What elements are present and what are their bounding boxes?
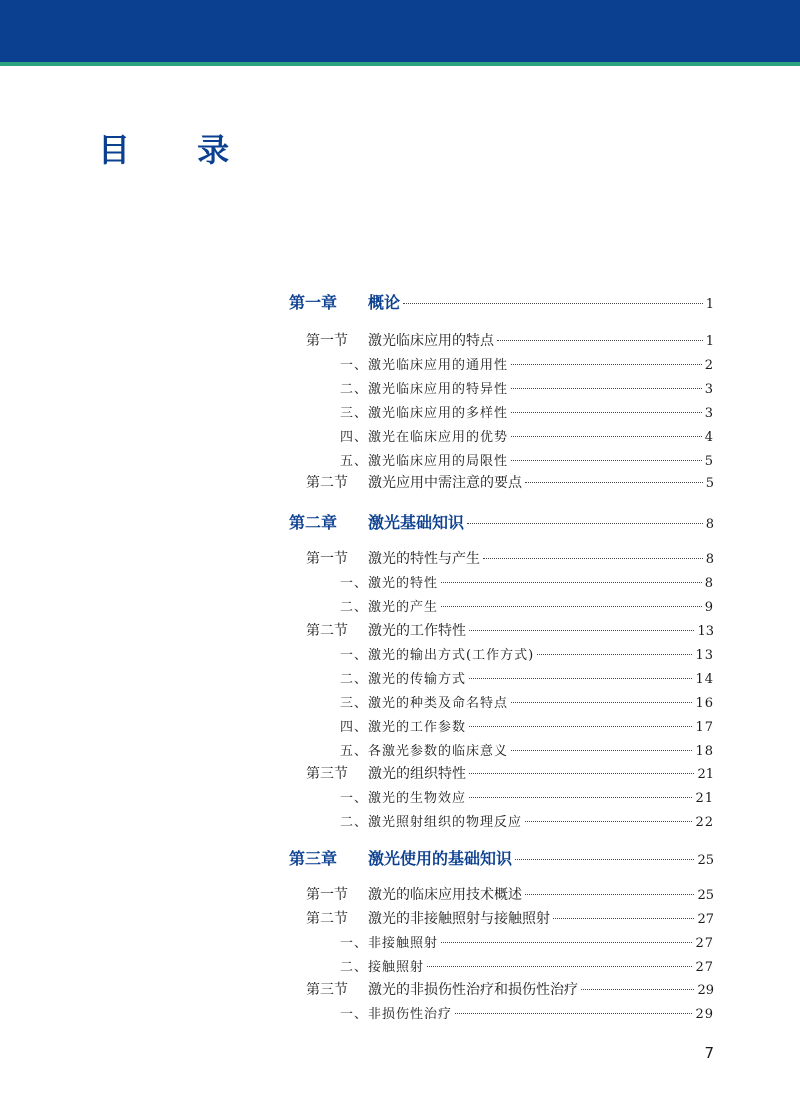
toc-title: 非损伤性治疗 xyxy=(368,1007,453,1022)
dot-leader xyxy=(553,918,694,919)
toc-number: 一、 xyxy=(340,1007,369,1022)
toc-title: 接触照射 xyxy=(368,960,425,975)
dot-leader xyxy=(537,654,692,655)
dot-leader xyxy=(511,436,702,437)
toc-number: 一、 xyxy=(340,791,369,806)
toc-title: 激光使用的基础知识 xyxy=(368,849,513,868)
page-title: 目 录 xyxy=(98,131,258,169)
toc-item[interactable] xyxy=(340,932,714,951)
dot-leader xyxy=(525,821,692,822)
toc-item[interactable] xyxy=(340,596,714,615)
toc-page: 13 xyxy=(695,648,714,663)
toc-page: 16 xyxy=(695,696,714,711)
dot-leader xyxy=(515,859,694,860)
toc-page: 14 xyxy=(695,672,714,687)
dot-leader xyxy=(525,482,703,483)
toc-page: 27 xyxy=(695,960,714,975)
toc-page: 17 xyxy=(695,720,714,735)
dot-leader xyxy=(467,523,703,524)
toc-title: 激光临床应用的多样性 xyxy=(368,406,509,421)
toc-page: 21 xyxy=(697,767,714,782)
toc-section[interactable] xyxy=(306,330,714,350)
toc-title: 激光的工作参数 xyxy=(368,720,467,735)
toc-item[interactable] xyxy=(340,354,714,373)
toc-number: 三、 xyxy=(340,406,369,421)
toc-page: 27 xyxy=(697,912,714,927)
toc-number: 第二章 xyxy=(289,513,338,532)
toc-number: 二、 xyxy=(340,815,369,830)
toc-item[interactable] xyxy=(340,426,714,445)
toc-page: 1 xyxy=(705,334,714,349)
dot-leader xyxy=(511,388,702,389)
toc-page: 5 xyxy=(704,454,714,469)
toc-section[interactable] xyxy=(306,884,714,904)
toc-page: 8 xyxy=(705,552,714,567)
toc-page: 25 xyxy=(697,888,714,903)
dot-leader xyxy=(511,460,702,461)
toc-title: 激光的组织特性 xyxy=(368,766,466,782)
toc-number: 二、 xyxy=(340,600,369,615)
toc-page: 1 xyxy=(705,297,714,312)
toc-section[interactable] xyxy=(306,979,714,999)
toc-number: 第一节 xyxy=(306,333,348,349)
toc-title: 激光临床应用的通用性 xyxy=(368,358,509,373)
toc-page: 13 xyxy=(697,624,714,639)
toc-page: 8 xyxy=(704,576,714,591)
toc-item[interactable] xyxy=(340,644,714,663)
toc-page: 27 xyxy=(695,936,714,951)
toc-number: 第二节 xyxy=(306,623,348,639)
toc-title: 激光的产生 xyxy=(368,600,439,615)
dot-leader xyxy=(511,702,692,703)
toc-number: 第三节 xyxy=(306,982,348,998)
toc-page: 4 xyxy=(704,430,714,445)
toc-page: 29 xyxy=(695,1007,714,1022)
toc-title: 激光的特性与产生 xyxy=(368,551,480,567)
toc-title: 激光的非损伤性治疗和损伤性治疗 xyxy=(368,982,578,998)
dot-leader xyxy=(469,773,694,774)
toc-page: 9 xyxy=(704,600,714,615)
dot-leader xyxy=(469,630,694,631)
toc-number: 一、 xyxy=(340,358,369,373)
toc-number: 第三章 xyxy=(289,849,338,868)
toc-title: 激光的非接触照射与接触照射 xyxy=(368,911,550,927)
dot-leader xyxy=(511,412,702,413)
toc-title: 激光的生物效应 xyxy=(368,791,467,806)
toc-number: 一、 xyxy=(340,936,369,951)
toc-chapter[interactable] xyxy=(289,846,714,869)
toc-section[interactable] xyxy=(306,620,714,640)
toc-item[interactable] xyxy=(340,692,714,711)
toc-number: 四、 xyxy=(340,430,369,445)
dot-leader xyxy=(427,966,692,967)
toc-page: 21 xyxy=(695,791,714,806)
toc-section[interactable] xyxy=(306,472,714,492)
dot-leader xyxy=(511,364,702,365)
toc-chapter[interactable] xyxy=(289,510,714,533)
toc-section[interactable] xyxy=(306,548,714,568)
dot-leader xyxy=(483,558,703,559)
dot-leader xyxy=(441,942,692,943)
page-number: 7 xyxy=(704,1044,714,1062)
toc-item[interactable] xyxy=(340,450,714,469)
toc-number: 第二节 xyxy=(306,475,348,491)
toc-number: 二、 xyxy=(340,382,369,397)
toc-page: 25 xyxy=(697,853,714,868)
dot-leader xyxy=(403,303,703,304)
toc-number: 一、 xyxy=(340,576,369,591)
toc-title: 激光基础知识 xyxy=(368,513,465,532)
toc-page: 2 xyxy=(704,358,714,373)
toc-page: 29 xyxy=(697,983,714,998)
toc-section[interactable] xyxy=(306,763,714,783)
toc-title: 各激光参数的临床意义 xyxy=(368,744,509,759)
toc-item[interactable] xyxy=(340,740,714,759)
dot-leader xyxy=(469,726,692,727)
toc-number: 二、 xyxy=(340,960,369,975)
toc-number: 四、 xyxy=(340,720,369,735)
toc-chapter[interactable] xyxy=(289,290,714,313)
toc-title: 激光临床应用的特异性 xyxy=(368,382,509,397)
toc-page: 18 xyxy=(695,744,714,759)
toc-item[interactable] xyxy=(340,716,714,735)
toc-item[interactable] xyxy=(340,668,714,687)
toc-page: 5 xyxy=(705,476,714,491)
dot-leader xyxy=(525,894,694,895)
toc-number: 第一节 xyxy=(306,887,348,903)
dot-leader xyxy=(441,582,702,583)
dot-leader xyxy=(441,606,702,607)
dot-leader xyxy=(469,678,692,679)
dot-leader xyxy=(581,989,694,990)
toc-number: 第一章 xyxy=(289,293,338,312)
toc-number: 一、 xyxy=(340,648,369,663)
toc-title: 激光应用中需注意的要点 xyxy=(368,475,522,491)
toc-item[interactable] xyxy=(340,811,714,830)
toc-title: 非接触照射 xyxy=(368,936,439,951)
toc-item[interactable] xyxy=(340,572,714,591)
toc-title: 激光照射组织的物理反应 xyxy=(368,815,523,830)
toc-item[interactable] xyxy=(340,402,714,421)
toc-title: 激光的临床应用技术概述 xyxy=(368,887,522,903)
toc-title: 激光的特性 xyxy=(368,576,439,591)
toc-title: 激光的传输方式 xyxy=(368,672,467,687)
toc-item[interactable] xyxy=(340,378,714,397)
toc-number: 五、 xyxy=(340,744,369,759)
toc-number: 三、 xyxy=(340,696,369,711)
toc-number: 第一节 xyxy=(306,551,348,567)
toc-title: 激光临床应用的局限性 xyxy=(368,454,509,469)
toc-section[interactable] xyxy=(306,908,714,928)
toc-item[interactable] xyxy=(340,956,714,975)
toc-item[interactable] xyxy=(340,787,714,806)
dot-leader xyxy=(497,340,703,341)
toc-title: 激光的工作特性 xyxy=(368,623,466,639)
toc-page: 3 xyxy=(704,382,714,397)
toc-number: 二、 xyxy=(340,672,369,687)
toc-title: 激光的种类及命名特点 xyxy=(368,696,509,711)
dot-leader xyxy=(469,797,692,798)
dot-leader xyxy=(455,1013,692,1014)
toc-title: 概论 xyxy=(368,293,401,312)
toc-title: 激光的输出方式(工作方式) xyxy=(368,648,535,663)
toc-item[interactable] xyxy=(340,1003,714,1022)
toc-title: 激光在临床应用的优势 xyxy=(368,430,509,445)
toc-title: 激光临床应用的特点 xyxy=(368,333,494,349)
toc-page: 8 xyxy=(705,517,714,532)
toc-page: 22 xyxy=(695,815,714,830)
toc-number: 第三节 xyxy=(306,766,348,782)
dot-leader xyxy=(511,750,692,751)
toc-number: 第二节 xyxy=(306,911,348,927)
toc-number: 五、 xyxy=(340,454,369,469)
toc-page: 3 xyxy=(704,406,714,421)
